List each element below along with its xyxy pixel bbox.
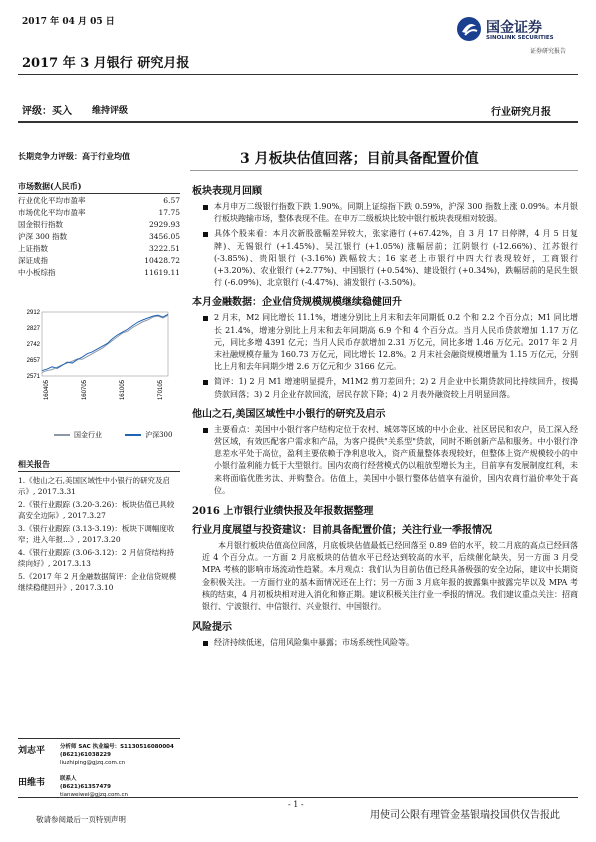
section-title-board-review: 板块表现月回顾	[192, 186, 262, 197]
market-row-label: 行业优化平均市盈率	[18, 196, 86, 205]
paragraph-finance-1: 2 月末，M2 同比增长 11.1%，增速分别比上月末和去年同期低 0.2 个和 2.2 个百分点；M1 同比增长 21.4%，增速分别比上月末和去年同期高 6.9 个和 4 个百分点。当月人民币贷款增加 1.17 万亿元，同比多增 4391 亿元；当月人民币存款增加 2.31 万亿元，同比多增 1.46 万亿元。2017 年 2 月末社融规模存量为 160.73 万亿元，同比增长 12.8%。2 月末社会融资规模增量为 1.15 万亿元，分别比上月和去年同期少增 2.6 万亿元和少 3166 亿元。	[202, 312, 578, 373]
y-tick-label: 2742	[26, 341, 40, 348]
analyst-card	[18, 743, 180, 767]
logo-sub: 证券研究报告	[530, 48, 567, 55]
x-tick-label: 161005	[120, 380, 126, 401]
market-row-label: 上证指数	[18, 244, 48, 253]
market-row-label: 沪深 300 指数	[18, 232, 68, 241]
analyst-phone: (8621)61357479	[60, 784, 111, 790]
related-report-item[interactable]: 4.《银行业跟踪 (3.06-3.12)：2 月信贷结构持续向好》, 2017.3.13	[18, 548, 174, 568]
section-title-risk: 风险提示	[192, 622, 232, 634]
related-report-item[interactable]: 5.《2017 年 2 月金融数据简评：企业信贷规模继续稳健回升》, 2017.3.10	[18, 572, 177, 592]
legend-item-industry: 国金行业	[54, 430, 102, 440]
paragraph-finance-2: 简评：1) 2 月 M1 增速明显提升，M1M2 剪刀差回升；2) 2 月企业中长期贷款同比持续回升，按揭贷款回落；3) 2 月企业存款回流，居民存款下降；4) 2 月表外融资较上月明显回落。	[202, 376, 578, 400]
x-tick-label: 170105	[158, 380, 164, 401]
legend-item-hs300: 沪深300	[125, 430, 172, 440]
analyst-phone: (8621)61038229	[60, 752, 111, 758]
market-row	[18, 243, 180, 255]
long-term-rating: 长期竞争力评级：高于行业均值	[18, 151, 130, 161]
footer-notice: 用使司公限有理管金基银瑞投国供仅告报此	[370, 810, 560, 821]
market-row	[18, 231, 180, 243]
y-tick-label: 2827	[26, 325, 40, 332]
market-row-value: 2929.93	[148, 220, 180, 229]
y-tick-label: 2571	[26, 374, 40, 380]
rating-keep: 维持评级	[92, 106, 129, 116]
y-tick-label: 2657	[26, 357, 40, 364]
series-line-1	[42, 314, 168, 370]
report-date: 2017 年 04 月 05 日	[22, 17, 115, 27]
related-report-item[interactable]: 3.《银行业跟踪 (3.13-3.19)：板块下调幅度收窄；进入年报...》, 2017.3.20	[18, 524, 175, 544]
main-content	[192, 182, 578, 652]
chart-legend	[54, 421, 190, 440]
market-row-value: 3222.51	[148, 244, 180, 253]
paragraph-board-1: 本月申万二级银行指数下跌 1.90%。同期上证综指下跌 0.59%，沪深 300 指数上涨 0.09%。本月银行板块跑输市场，整体表现不佳。在申万二级板块比较中银行板块表现相对较弱。	[202, 201, 578, 225]
market-row-value: 6.57	[163, 196, 180, 205]
market-row	[18, 195, 180, 207]
index-chart	[18, 300, 182, 425]
market-row	[18, 207, 180, 219]
related-report-item[interactable]: 1.《他山之石,美国区域性中小银行的研究及启示》, 2017.3.31	[18, 476, 171, 496]
index-line-chart	[18, 300, 182, 425]
section-title-outlook: 行业月度展望与投资建议：目前具备配置价值；关注行业一季报情况	[192, 525, 492, 537]
market-row-label: 市场优化平均市盈率	[18, 208, 86, 217]
related-title: 相关报告	[18, 459, 50, 469]
market-row-label: 中小板综指	[18, 268, 56, 277]
related-reports	[18, 458, 180, 595]
page-number: - 1 -	[288, 800, 304, 809]
paragraph-risk: 经济持续低迷，信用风险集中暴露；市场系统性风险等。	[202, 637, 578, 649]
market-row-value: 11619.11	[144, 268, 180, 277]
analyst-role: 分析师 SAC 执业编号：S1130516080004	[60, 744, 174, 750]
sinolink-logo-icon	[456, 16, 482, 42]
market-data	[18, 180, 180, 279]
market-row	[18, 219, 180, 231]
market-row	[18, 255, 180, 267]
report-category: 行业研究月报	[491, 107, 551, 118]
logo-cn: 国金证券	[486, 20, 542, 36]
section-title-2016-results: 2016 上市银行业绩快报及年报数据整理	[192, 506, 374, 518]
company-logo	[456, 16, 586, 58]
x-tick-label: 160405	[44, 380, 50, 401]
analyst-card	[18, 775, 180, 799]
market-row-value: 3456.05	[148, 232, 180, 241]
section-title-finance-data: 本月金融数据：企业信贷规模规模继续稳健回升	[192, 297, 402, 309]
paragraph-us-banks: 主要看点：美国中小银行客户结构定位于农村、城郊等区域的中小企业、社区居民和农户，员工深入经营区域，有效匹配客户需求和产品，为客户提供"关系型"贷款，同时不断创新产品和服务。中小银行净息差水平处于高位，盈利主要依赖于净利息收入，资产质量整体表现较好，但整体上资产规模较小的中小银行盈利能力低于大型银行。国内农商行经营模式仍以粗放型增长为主，目前享有发展制度红利，未来将面临优胜劣汰、并购整合。估值上，美国中小银行整体估值享有溢价，国内农商行溢价率处于高位。	[202, 424, 578, 497]
paragraph-outlook: 本月银行板块估值高位回落，月底板块估值最低已经回落至 0.89 倍的水平，较二月底的高点已经回落近 4 个百分点。一方面 2 月底板块的估值水平已经达到较高的水平，后续催化缺失，另一方面 3 月受 MPA 考核的影响市场流动性趋紧。本月观点：我们认为目前估值已经具备极强的安全边际，建议中长期资金积极关注。一方面行业的基本面情况还在上行；另一方面 3 月底年报的披露集中披露完毕以及 MPA 考核的结束，4 月初板块相对进入消化和修正期。建议积极关注行业一季报的情况。我们建议重点关注：招商银行、宁波银行、中信银行、兴业银行、中国银行。	[202, 541, 578, 612]
market-row-value: 17.75	[158, 208, 180, 217]
market-row	[18, 267, 180, 279]
analyst-email[interactable]: tianweiwei@gjzq.com.cn	[60, 792, 129, 798]
related-report-item[interactable]: 2.《银行业跟踪 (3.20-3.26)：板块估值已具较高安全边际》, 2017.3.27	[18, 500, 175, 520]
analyst-role: 联系人	[60, 776, 77, 782]
logo-en: SINOLINK SECURITIES	[486, 35, 554, 41]
y-tick-label: 2912	[26, 310, 40, 316]
paragraph-board-2: 具体个股来看：本月次新股涨幅差异较大，张家港行 (+67.42%，自 3 月 17 日停牌，4 月 5 日复牌)、无锡银行 (+1.45%)、吴江银行 (+1.05%) 涨幅居前；江阴银行 (-12.66%)、江苏银行 (-3.85%)、贵阳银行 (-3.16%) 跌幅较大；16 家老上市银行中四大行表现较好，工商银行 (+3.20%)、农业银行 (+2.77%)、中国银行 (+0.54%)、建设银行 (+0.34%)，跌幅居前的是民生银行 (-6.09%)、北京银行 (-4.47%)、浦发银行 (-3.50%)。	[202, 228, 578, 289]
headline: 3 月板块估值回落；目前具备配置价值	[240, 151, 479, 167]
report-title: 2017 年 3 月银行 研究月报	[22, 56, 190, 71]
market-data-title: 市场数据(人民币)	[18, 181, 82, 191]
analyst-name: 刘志平	[18, 746, 46, 756]
market-row-label: 深证成指	[18, 256, 48, 265]
footer-disclaimer: 敬请参阅最后一页特别声明	[36, 815, 126, 824]
x-tick-label: 160705	[82, 380, 88, 401]
section-title-us-banks: 他山之石,美国区域性中小银行的研究及启示	[192, 408, 386, 420]
market-row-label: 国金银行指数	[18, 220, 63, 229]
series-line-0	[42, 315, 168, 372]
analyst-name: 田维韦	[18, 778, 46, 788]
market-row-value: 10428.72	[144, 256, 180, 265]
rating-label: 评级：买入	[22, 106, 72, 117]
analyst-email[interactable]: liuzhiping@gjzq.com.cn	[60, 760, 126, 766]
